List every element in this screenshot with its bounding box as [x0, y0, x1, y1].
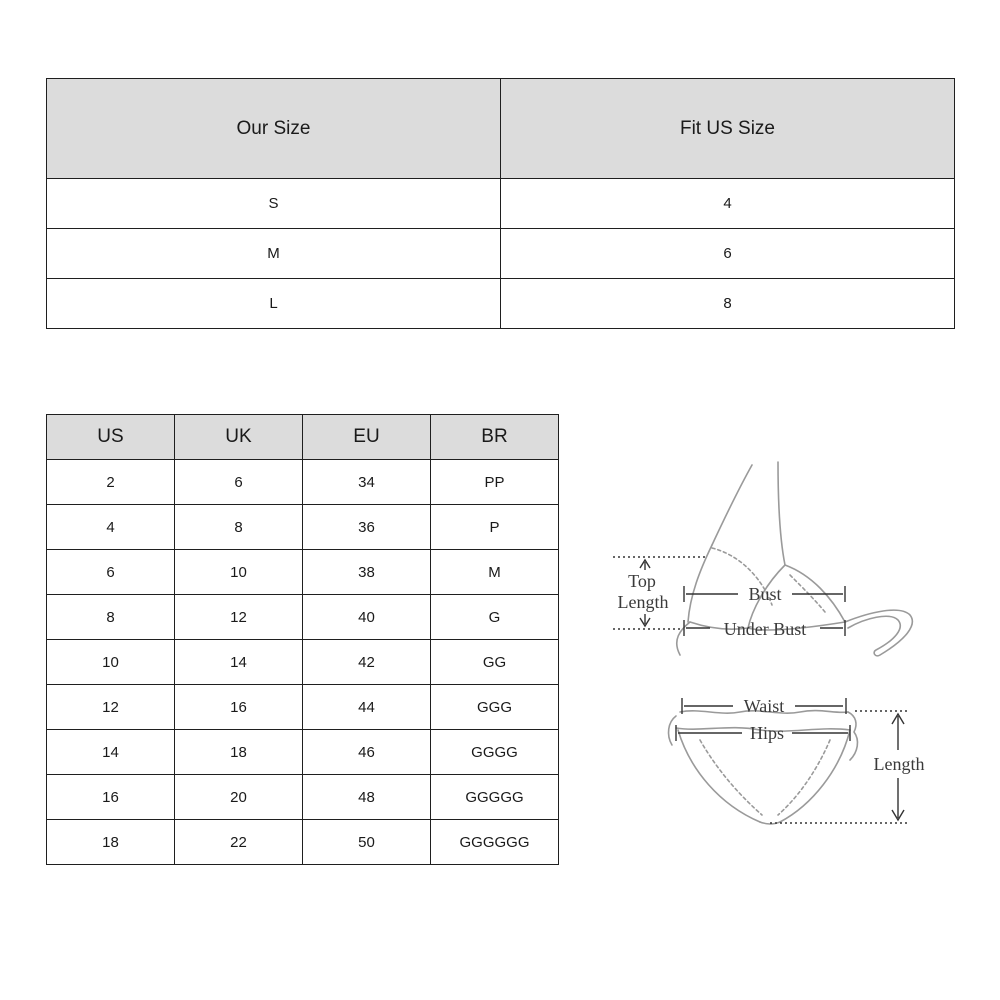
eu-cell: 48: [303, 775, 431, 820]
table-row: [47, 820, 559, 865]
our-size-cell: M: [47, 229, 501, 279]
label-top-length: Length: [617, 592, 669, 612]
conversion-header-row: [47, 415, 559, 460]
eu-cell: 40: [303, 595, 431, 640]
us-cell: 8: [47, 595, 175, 640]
size-fit-header-row: [47, 79, 955, 179]
us-cell: 4: [47, 505, 175, 550]
us-cell: 12: [47, 685, 175, 730]
br-cell: GGGG: [431, 730, 559, 775]
table-row: [47, 775, 559, 820]
header-us: US: [47, 415, 175, 460]
label-bust: Bust: [748, 584, 782, 604]
us-cell: 14: [47, 730, 175, 775]
us-cell: 16: [47, 775, 175, 820]
uk-cell: 16: [175, 685, 303, 730]
br-cell: GGG: [431, 685, 559, 730]
table-row: [47, 550, 559, 595]
table-row: [47, 640, 559, 685]
uk-cell: 22: [175, 820, 303, 865]
eu-cell: 38: [303, 550, 431, 595]
our-size-cell: L: [47, 279, 501, 329]
br-cell: M: [431, 550, 559, 595]
table-row: [47, 460, 559, 505]
br-cell: G: [431, 595, 559, 640]
header-fit-us-size: Fit US Size: [501, 79, 955, 179]
uk-cell: 8: [175, 505, 303, 550]
br-cell: GGGGG: [431, 775, 559, 820]
eu-cell: 50: [303, 820, 431, 865]
size-conversion-table: [46, 414, 559, 865]
table-row: [47, 505, 559, 550]
eu-cell: 46: [303, 730, 431, 775]
uk-cell: 12: [175, 595, 303, 640]
us-cell: 10: [47, 640, 175, 685]
label-top: Top: [628, 571, 656, 591]
uk-cell: 6: [175, 460, 303, 505]
label-hips: Hips: [749, 723, 785, 743]
us-cell: 18: [47, 820, 175, 865]
measurement-diagram: [600, 455, 960, 835]
br-cell: GG: [431, 640, 559, 685]
us-cell: 6: [47, 550, 175, 595]
uk-cell: 10: [175, 550, 303, 595]
br-cell: GGGGGG: [431, 820, 559, 865]
br-cell: P: [431, 505, 559, 550]
uk-cell: 14: [175, 640, 303, 685]
label-length: Length: [873, 754, 925, 774]
header-our-size: Our Size: [47, 79, 501, 179]
fit-us-size-cell: 8: [501, 279, 955, 329]
table-row: [47, 179, 955, 229]
eu-cell: 34: [303, 460, 431, 505]
fit-us-size-cell: 4: [501, 179, 955, 229]
size-fit-table: [46, 78, 955, 329]
table-row: [47, 730, 559, 775]
header-br: BR: [431, 415, 559, 460]
label-under-bust: Under Bust: [723, 619, 807, 639]
table-row: [47, 279, 955, 329]
header-eu: EU: [303, 415, 431, 460]
eu-cell: 42: [303, 640, 431, 685]
uk-cell: 20: [175, 775, 303, 820]
eu-cell: 36: [303, 505, 431, 550]
fit-us-size-cell: 6: [501, 229, 955, 279]
our-size-cell: S: [47, 179, 501, 229]
header-uk: UK: [175, 415, 303, 460]
br-cell: PP: [431, 460, 559, 505]
uk-cell: 18: [175, 730, 303, 775]
table-row: [47, 595, 559, 640]
label-waist: Waist: [743, 696, 785, 716]
us-cell: 2: [47, 460, 175, 505]
eu-cell: 44: [303, 685, 431, 730]
table-row: [47, 229, 955, 279]
table-row: [47, 685, 559, 730]
